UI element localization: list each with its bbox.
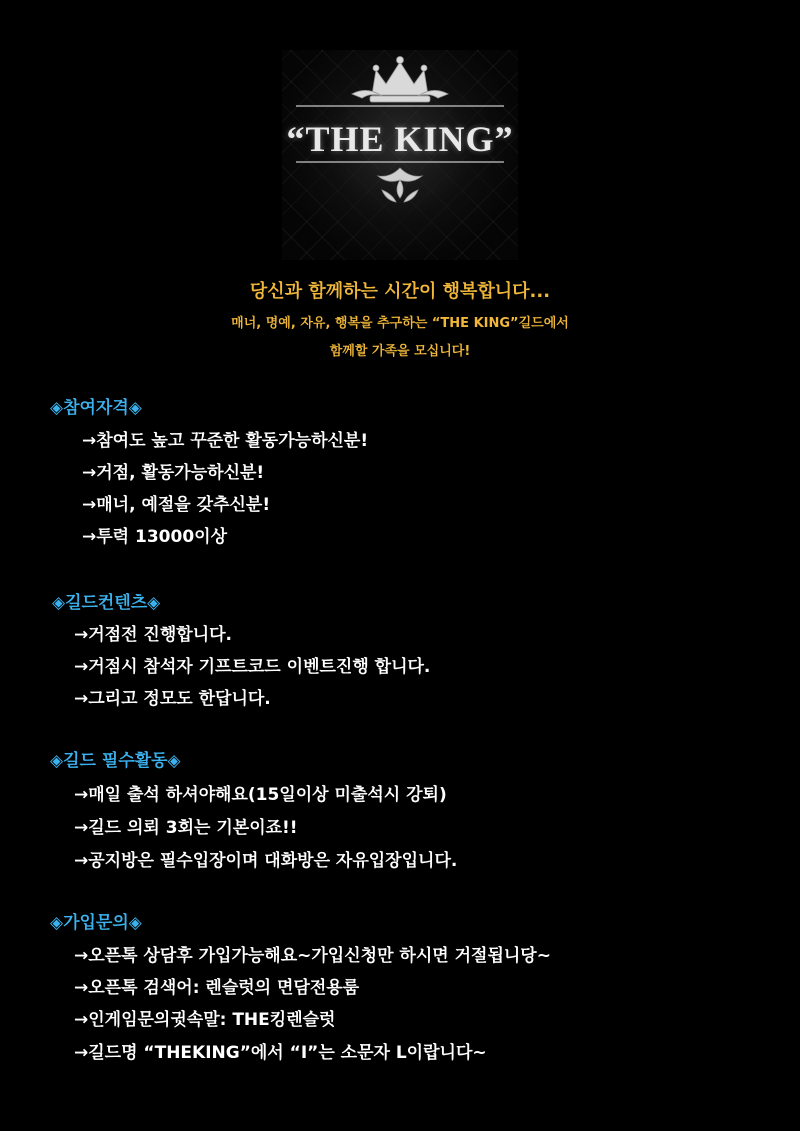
intro-subline-2: 함께할 가족을 모십니다!	[329, 344, 471, 359]
list-item: →거점전 진행합니다.	[74, 625, 232, 645]
list-item: →오픈톡 상담후 가입가능해요~가입신청만 하시면 거절됩니당~	[74, 946, 551, 966]
section-title-join-inquiry: ◈가입문의◈	[50, 913, 142, 933]
list-item: →투력 13000이상	[82, 527, 227, 547]
list-item: →매너, 예절을 갖추신분!	[82, 495, 271, 515]
list-item: →거점시 참석자 기프트코드 이벤트진행 합니다.	[74, 657, 431, 677]
list-item: →오픈톡 검색어: 렌슬럿의 면담전용룸	[74, 978, 360, 998]
list-item: →그리고 정모도 한답니다.	[74, 689, 271, 709]
list-item: →길드 의뢰 3회는 기본이죠!!	[74, 818, 298, 838]
list-item: →공지방은 필수입장이며 대화방은 자유입장입니다.	[74, 851, 458, 871]
section-title-eligibility: ◈참여자격◈	[50, 398, 142, 418]
intro-headline: 당신과 함께하는 시간이 행복합니다...	[249, 281, 551, 302]
section-title-required-activities: ◈길드 필수활동◈	[50, 751, 181, 771]
list-item: →인게임문의귓속말: THE킹렌슬럿	[74, 1010, 336, 1030]
logo-text: “THE KING”	[286, 119, 514, 159]
list-item: →매일 출석 하셔야해요(15일이상 미출석시 강퇴)	[74, 785, 447, 805]
guild-logo	[282, 50, 518, 260]
list-item: →길드명 “THEKING”에서 “I”는 소문자 L이랍니다~	[74, 1043, 487, 1063]
intro-subline: 매너, 명예, 자유, 행복을 추구하는 “THE KING”길드에서	[231, 316, 569, 331]
section-title-contents: ◈길드컨텐츠◈	[52, 593, 161, 613]
list-item: →거점, 활동가능하신분!	[82, 463, 265, 483]
list-item: →참여도 높고 꾸준한 활동가능하신분!	[82, 431, 369, 451]
